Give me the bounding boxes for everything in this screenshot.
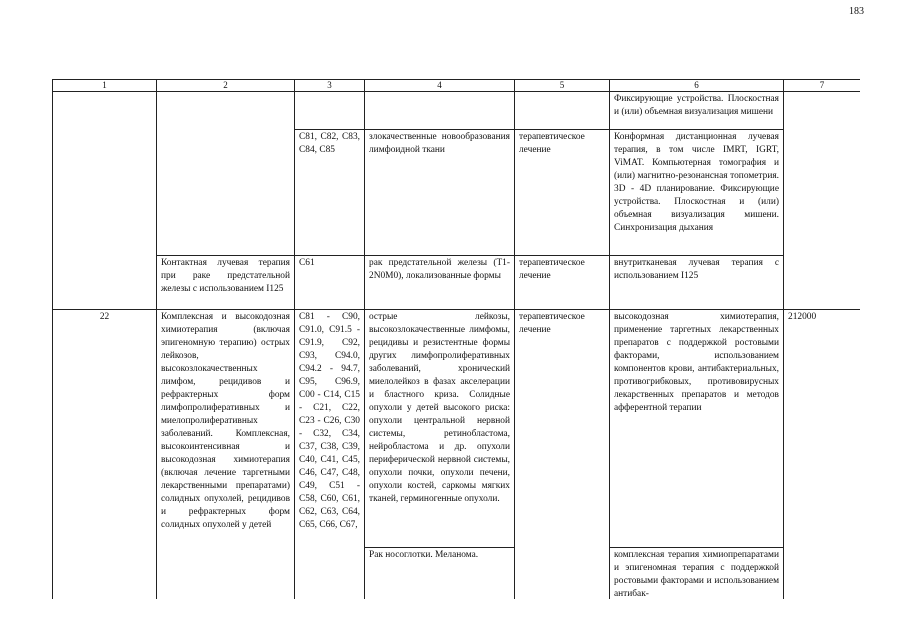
treatment-type-cell: терапевтическое лечение <box>515 256 610 310</box>
page-number: 183 <box>849 6 864 17</box>
icd-codes-cell: C61 <box>295 256 365 310</box>
table-header-row <box>53 80 861 92</box>
diagnosis-cell: рак предстательной железы (T1-2N0M0), локализованные формы <box>365 256 515 310</box>
procedures-table-wrap <box>52 79 860 599</box>
treatment-type-cell: терапевтическое лечение <box>515 310 610 600</box>
diagnosis-cell: Рак носоглотки. Меланома. <box>365 548 515 600</box>
table-cell <box>295 92 365 130</box>
table-cell <box>784 92 861 310</box>
care-type-cell: Комплексная и высокодозная химиотерапия (включая эпигеномную терапию) острых лейкозов, высокозлокачественных лимфом, рецидивов и рефрактерных форм лимфопролиферативных и миелопролиферативных заболеваний. Комплексная, высокоинтенсивная и высокодозная химиотерапия (включая лечение таргетными лекарственными препаратами) солидных опухолей, рецидивов и рефрактерных форм солидных опухолей у детей <box>157 310 295 600</box>
method-description-cell: Фиксирующие устройства. Плоскостная и (или) объемная визуализация мишени <box>610 92 784 130</box>
table-cell <box>365 92 515 130</box>
tariff-cell: 212000 <box>784 310 861 600</box>
method-description-cell: Конформная дистанционная лучевая терапия, в том числе IMRT, IGRT, ViMAT. Компьютерная томография и (или) магнитно-резонансная топометрия. 3D - 4D планирование. Фиксирующие устройства. Плоскостная и (или) объемная визуализация мишени. Синхронизация дыхания <box>610 130 784 256</box>
treatment-type-cell: терапевтическое лечение <box>515 130 610 256</box>
method-description-cell: комплексная терапия химиопрепаратами и эпигеномная терапия с поддержкой ростовыми факторами и использованием антибак- <box>610 548 784 600</box>
column-number-4: 4 <box>365 80 515 92</box>
table-row <box>53 310 861 548</box>
table-row <box>53 256 861 310</box>
table-row <box>53 92 861 130</box>
diagnosis-cell: злокачественные новообразования лимфоидной ткани <box>365 130 515 256</box>
column-number-6: 6 <box>610 80 784 92</box>
procedures-table <box>52 79 860 599</box>
column-number-1: 1 <box>53 80 157 92</box>
method-description-cell: внутритканевая лучевая терапия с использованием I125 <box>610 256 784 310</box>
table-cell <box>157 92 295 256</box>
column-number-2: 2 <box>157 80 295 92</box>
care-type-cell: Контактная лучевая терапия при раке предстательной железы с использованием I125 <box>157 256 295 310</box>
table-cell <box>53 256 157 310</box>
diagnosis-cell: острые лейкозы, высокозлокачественные лимфомы, рецидивы и резистентные формы других лимфопролиферативных заболеваний, хронический миелолейкоз в фазах акселерации и бластного криза. Солидные опухоли у детей высокого риска: опухоли центральной нервной системы, ретинобластома, нейробластома и др. опухоли периферической нервной системы, опухоли почки, опухоли печени, опухоли костей, саркомы мягких тканей, герминогенные опухоли. <box>365 310 515 548</box>
row-number-cell: 22 <box>53 310 157 600</box>
column-number-5: 5 <box>515 80 610 92</box>
table-cell <box>53 92 157 256</box>
column-number-7: 7 <box>784 80 861 92</box>
column-number-3: 3 <box>295 80 365 92</box>
icd-codes-cell: C81, C82, C83, C84, C85 <box>295 130 365 256</box>
icd-codes-cell: C81 - C90, C91.0, C91.5 - C91.9, C92, C93, C94.0, C94.2 - 94.7, C95, C96.9, C00 - C14, C15 - C21, C22, C23 - C26, C30 - C32, C34, C37, C38, C39, C40, C41, C45, C46, C47, C48, C49, C51 - C58, C60, C61, C62, C63, C64, C65, C66, C67, <box>295 310 365 600</box>
method-description-cell: высокодозная химиотерапия, применение таргетных лекарственных препаратов с поддержкой ростовыми факторами, использованием компонентов крови, антибактериальных, противогрибковых, противовирусных лекарственных препаратов и методов афферентной терапии <box>610 310 784 548</box>
table-cell <box>515 92 610 130</box>
